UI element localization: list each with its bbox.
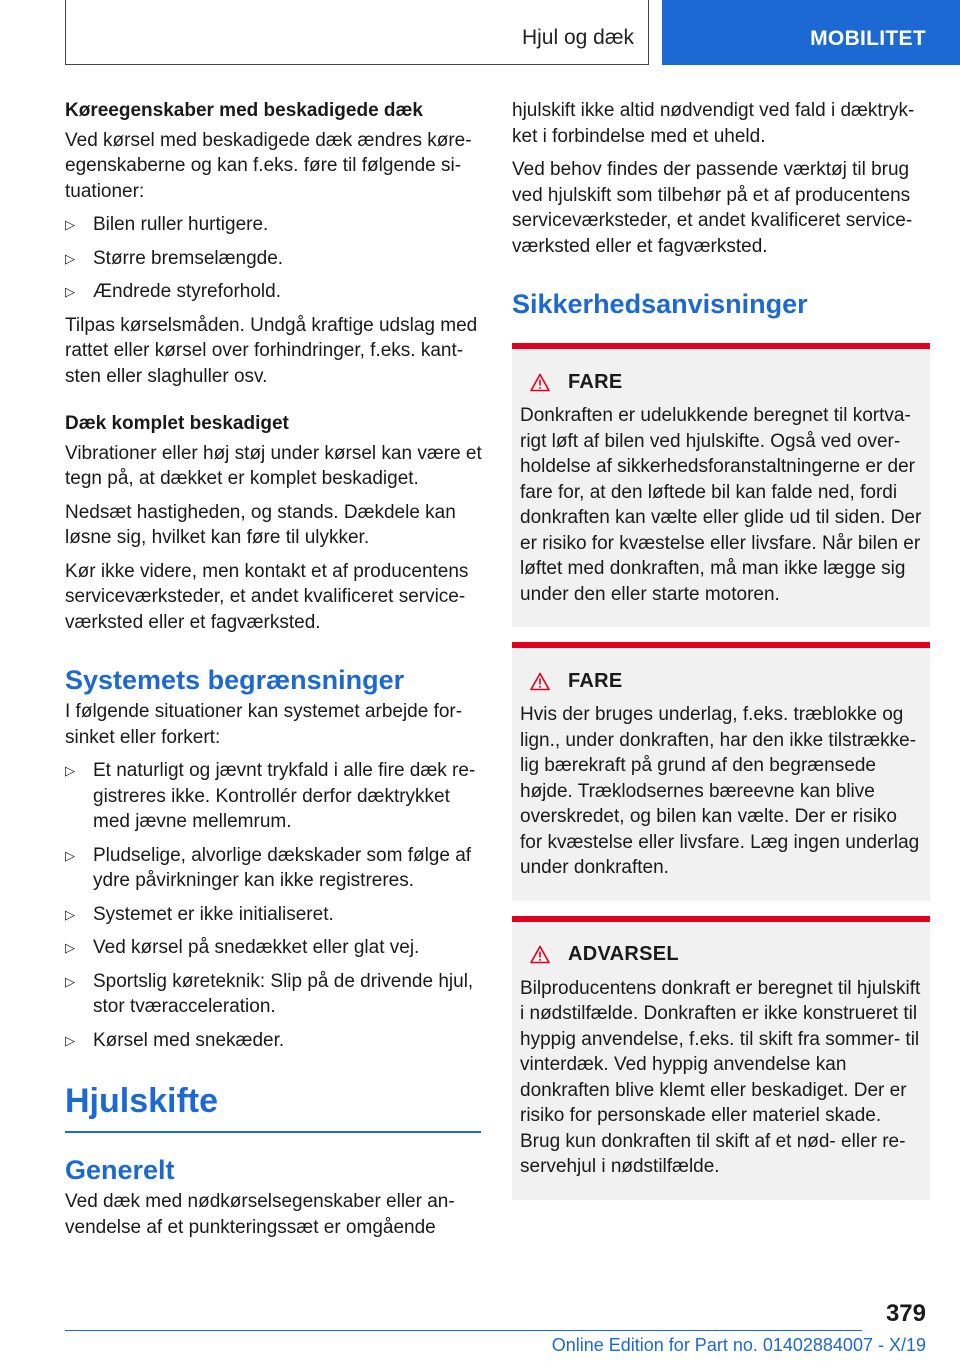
right-column bbox=[512, 98, 930, 1215]
damaged-heading: Køreegenskaber med beskadigede dæk bbox=[65, 100, 423, 121]
header-section-title: Hjul og dæk bbox=[521, 26, 634, 49]
warning-box-caution bbox=[512, 916, 930, 1200]
header-chapter-tab bbox=[662, 0, 960, 65]
warning-triangle-icon bbox=[530, 373, 550, 392]
triangle-right-icon: ▷ bbox=[65, 906, 75, 922]
triangle-right-icon: ▷ bbox=[65, 250, 75, 266]
list-item: ▷ Ændrede styreforhold. bbox=[65, 279, 483, 305]
warning-text: Hvis der bruges underlag, f.eks. træblokke og lign., under donkraften, har den ikke tilstrækkelig bærekraft på grund af den begrænsede højde. Træklodsernes bæreevne kan blive overskredet, og bilen kan vælte. Der er risiko for kvæstelse eller livsfare. Læg ingen underlag under donkraften. bbox=[520, 704, 920, 878]
triangle-right-icon: ▷ bbox=[65, 217, 75, 232]
warning-triangle-icon bbox=[530, 945, 550, 964]
general-heading: Generelt bbox=[65, 1155, 175, 1185]
triangle-right-icon: ▷ bbox=[65, 847, 75, 863]
triangle-right-icon: ▷ bbox=[65, 1032, 75, 1048]
complete-p3: Kør ikke videre, men kontakt et af producentens serviceværksteder, et andet kvalificeret serviceværksted eller et fagværksted. bbox=[65, 560, 469, 633]
list-item: ▷ Kørsel med snekæder. bbox=[65, 1028, 483, 1054]
limits-heading: Systemets begrænsninger bbox=[65, 665, 405, 695]
list-item: ▷ Større bremselængde. bbox=[65, 246, 483, 272]
general-p1: Ved dæk med nødkørselsegenskaber eller anvendelse af et punkteringssæt er omgående bbox=[65, 1191, 455, 1238]
footer-divider bbox=[65, 1330, 862, 1331]
triangle-right-icon: ▷ bbox=[65, 284, 75, 299]
warning-triangle-icon bbox=[530, 672, 550, 691]
warning-title: FARE bbox=[568, 669, 623, 692]
safety-heading: Sikkerhedsanvisninger bbox=[512, 289, 808, 319]
warning-text: Donkraften er udelukkende beregnet til kortvarigt løft af bilen ved hjulskifte. Også ved overholdelse af sikkerhedsforanstaltningerne er der fare for, at den løftede bil kan falde ned, fordi donkraften kan vælte eller glide ud til siden. Der er risiko for kvæstelse eller livsfare. Når bilen er løftet med donkraften, må man ikke lægge sig under den eller starte motoren. bbox=[520, 405, 922, 605]
list-item: ▷ Ved kørsel på snedækket eller glat vej. bbox=[65, 935, 483, 961]
header-section-box bbox=[65, 0, 649, 65]
complete-p1: Vibrationer eller høj støj under kørsel kan være et tegn på, at dækket er komplet beskadiget. bbox=[65, 442, 482, 489]
damaged-advice: Tilpas kørselsmåden. Undgå kraftige udslag med rattet eller kørsel over forhindringer, f.eks. kantsten eller slaghuller osv. bbox=[65, 314, 478, 387]
warning-title: FARE bbox=[568, 370, 623, 393]
limits-list bbox=[65, 758, 483, 1053]
warning-box-danger-2 bbox=[512, 642, 930, 901]
left-column bbox=[65, 98, 483, 1248]
triangle-right-icon: ▷ bbox=[65, 973, 75, 989]
triangle-right-icon: ▷ bbox=[65, 763, 75, 778]
complete-heading: Dæk komplet beskadiget bbox=[65, 413, 289, 434]
complete-p2: Nedsæt hastigheden, og stands. Dækdele kan løsne sig, hvilket kan føre til ulykker. bbox=[65, 501, 456, 548]
continued-p1: hjulskift ikke altid nødvendigt ved fald i dæktrykket i forbindelse med et uheld. bbox=[512, 100, 915, 147]
footer-edition: Online Edition for Part no. 01402884007 - X/19 bbox=[551, 1335, 926, 1355]
warning-text: Bilproducentens donkraft er beregnet til hjulskift i nødstilfælde. Donkraften er ikke konstrueret til hyppig anvendelse, f.eks. til skift fra sommer- til vinterdæk. Ved hyppig anvendelse kan donkraften blive klemt eller beskadiget. Der er risiko for personskade eller materiel skade. Brug kun donkraften til skift af et nød- eller reservehjul i nødstilfælde. bbox=[520, 977, 921, 1177]
list-item: ▷ Pludselige, alvorlige dækskader som følge af ydre påvirkninger kan ikke registreres. bbox=[65, 844, 472, 891]
continued-p2: Ved behov findes der passende værktøj til brug ved hjulskift som tilbehør på et af producentens serviceværksteder, et andet kvalificeret serviceværksted eller et fagværksted. bbox=[512, 159, 913, 257]
list-item: ▷ Systemet er ikke initialiseret. bbox=[65, 902, 483, 928]
list-item: ▷ Bilen ruller hurtigere. bbox=[65, 212, 483, 238]
warning-box-danger-1 bbox=[512, 343, 930, 627]
damaged-intro: Ved kørsel med beskadigede dæk ændres køreegenskaberne og kan f.eks. føre til følgende situationer: bbox=[65, 129, 472, 202]
chapter-heading: Hjulskifte bbox=[65, 1081, 481, 1133]
damaged-list bbox=[65, 212, 483, 305]
warning-title: ADVARSEL bbox=[568, 943, 679, 965]
limits-intro: I følgende situationer kan systemet arbejde forsinket eller forkert: bbox=[65, 701, 463, 748]
list-item: ▷ Et naturligt og jævnt trykfald i alle fire dæk registreres ikke. Kontrollér derfor dæktrykket med jævne mellemrum. bbox=[65, 760, 476, 832]
triangle-right-icon: ▷ bbox=[65, 940, 75, 955]
page-number: 379 bbox=[885, 1300, 926, 1327]
list-item: ▷ Sportslig køreteknik: Slip på de drivende hjul, stor tværacceleration. bbox=[65, 970, 474, 1017]
header-chapter-label: MOBILITET bbox=[810, 27, 926, 50]
